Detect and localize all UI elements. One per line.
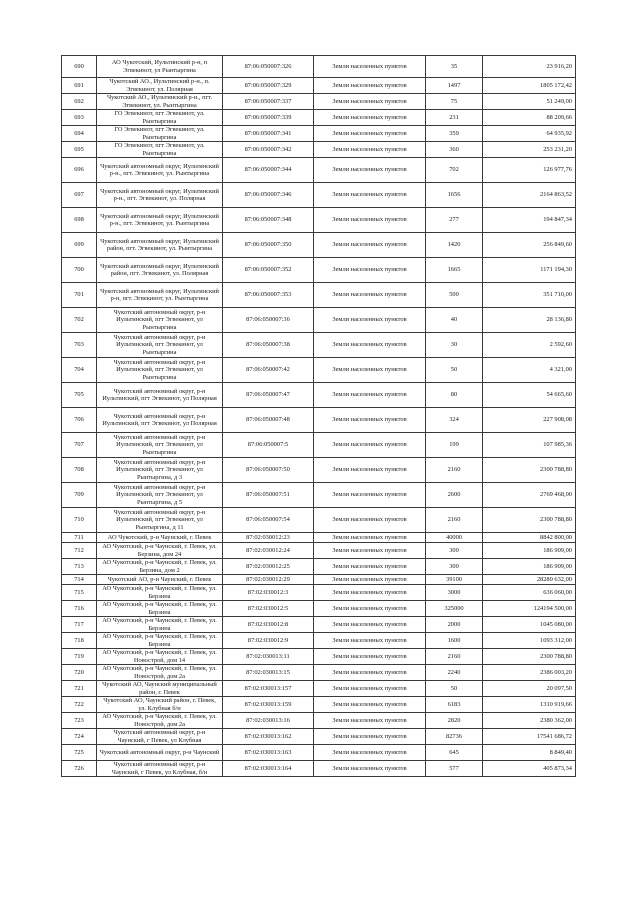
cell-area: 1665: [426, 258, 483, 283]
cell-area: 324: [426, 408, 483, 433]
table-row: [62, 408, 576, 433]
cell-number: 695: [62, 142, 97, 158]
cell-address: Чукотский автономный округ, Иультинский район, пгт. Эгвекинот, ул. Полярная: [97, 258, 223, 283]
cell-land-category: Земли населенных пунктов: [314, 585, 426, 601]
cell-number: 716: [62, 601, 97, 617]
cell-number: 698: [62, 208, 97, 233]
table-row: [62, 183, 576, 208]
cell-area: 1497: [426, 78, 483, 94]
cell-number: 704: [62, 358, 97, 383]
cell-cadastral-number: 87:06:050007:344: [223, 158, 314, 183]
cell-number: 690: [62, 56, 97, 78]
table-row: [62, 543, 576, 559]
cell-land-category: Земли населенных пунктов: [314, 333, 426, 358]
cell-cadastral-number: 87:06:050007:348: [223, 208, 314, 233]
table-row: [62, 617, 576, 633]
cell-number: 726: [62, 761, 97, 777]
cell-address: ГО Эгвекинот, пгт Эгвекинот, ул. Рынтыргина: [97, 110, 223, 126]
cell-cadastral-number: 87:06:050007:51: [223, 483, 314, 508]
cell-address: АО Чукотский, р-н Чаунский, г. Певек, ул. Берзина: [97, 617, 223, 633]
cell-cadastral-value: 28 136,80: [483, 308, 576, 333]
cell-number: 711: [62, 533, 97, 543]
cell-cadastral-value: 8 849,40: [483, 745, 576, 761]
cell-address: Чукотский автономный округ, р-н Иультинский, пгт Эгвекинот, ул Полярная: [97, 408, 223, 433]
cell-cadastral-number: 87:02:030013:164: [223, 761, 314, 777]
cell-number: 725: [62, 745, 97, 761]
cell-number: 721: [62, 681, 97, 697]
cell-area: 2000: [426, 617, 483, 633]
cell-land-category: Земли населенных пунктов: [314, 258, 426, 283]
cell-cadastral-value: 405 873,34: [483, 761, 576, 777]
cell-area: 30: [426, 333, 483, 358]
cell-area: 277: [426, 208, 483, 233]
cell-cadastral-value: 1093 312,00: [483, 633, 576, 649]
cell-number: 715: [62, 585, 97, 601]
cell-number: 719: [62, 649, 97, 665]
cell-cadastral-value: 2 592,60: [483, 333, 576, 358]
cell-land-category: Земли населенных пунктов: [314, 208, 426, 233]
cell-address: Чукотский автономный округ, р-н Иультинский, пгт Эгвекинот, ул Рынтыргина: [97, 433, 223, 458]
table-row: [62, 383, 576, 408]
table-row: [62, 729, 576, 745]
cell-cadastral-number: 87:02:030012:24: [223, 543, 314, 559]
cell-address: Чукотский автономный округ, р-н Иультинский, пгт Эгвекинот, ул Рынтыргина, д 3: [97, 458, 223, 483]
cell-number: 693: [62, 110, 97, 126]
cell-area: 2160: [426, 649, 483, 665]
cell-land-category: Земли населенных пунктов: [314, 559, 426, 575]
cell-cadastral-value: 17541 686,72: [483, 729, 576, 745]
table-row: [62, 761, 576, 777]
cell-land-category: Земли населенных пунктов: [314, 649, 426, 665]
cell-area: 6183: [426, 697, 483, 713]
cell-number: 699: [62, 233, 97, 258]
cell-number: 724: [62, 729, 97, 745]
cell-land-category: Земли населенных пунктов: [314, 183, 426, 208]
table-row: [62, 308, 576, 333]
cell-address: Чукотский автономный округ, р-н Иультинский, пгт Эгвекинот, ул Рынтыргина, д 11: [97, 508, 223, 533]
cell-area: 82736: [426, 729, 483, 745]
table-row: [62, 258, 576, 283]
land-plots-table: [61, 55, 576, 777]
cell-land-category: Земли населенных пунктов: [314, 233, 426, 258]
cell-area: 500: [426, 283, 483, 308]
cell-area: 50: [426, 681, 483, 697]
cell-cadastral-value: 2164 863,52: [483, 183, 576, 208]
cell-address: АО Чукотский, р-н Чаунский, г. Певек, ул. Берзина: [97, 601, 223, 617]
cell-area: 39100: [426, 575, 483, 585]
cell-land-category: Земли населенных пунктов: [314, 761, 426, 777]
cell-number: 712: [62, 543, 97, 559]
cell-address: АО Чукотский, р-н Чаунский, г. Певек, ул. Новострой, дом 14: [97, 649, 223, 665]
cell-address: Чукотский автономный округ, р-н Иультинский, пгт Эгвекинот, ул Рынтыргина, д 5: [97, 483, 223, 508]
cell-area: 300: [426, 543, 483, 559]
table-row: [62, 94, 576, 110]
cell-number: 717: [62, 617, 97, 633]
cell-land-category: Земли населенных пунктов: [314, 142, 426, 158]
cell-land-category: Земли населенных пунктов: [314, 745, 426, 761]
cell-cadastral-value: 1045 080,00: [483, 617, 576, 633]
cell-address: Чукотский автономный округ, Иультинский р-н, пгт. Эгвекинот, ул. Рынтыргина: [97, 283, 223, 308]
cell-cadastral-number: 87:06:050007:337: [223, 94, 314, 110]
table-row: [62, 601, 576, 617]
table-row: [62, 333, 576, 358]
cell-address: Чукотский автономный округ, р-н Иультинский, пгт Эгвекинот, ул Рынтыргина: [97, 358, 223, 383]
table-row: [62, 697, 576, 713]
cell-cadastral-number: 87:06:050007:5: [223, 433, 314, 458]
cell-area: 577: [426, 761, 483, 777]
cell-cadastral-number: 87:06:050007:350: [223, 233, 314, 258]
cell-number: 709: [62, 483, 97, 508]
cell-cadastral-number: 87:02:030012:25: [223, 559, 314, 575]
cell-number: 723: [62, 713, 97, 729]
table-row: [62, 713, 576, 729]
cell-area: 2160: [426, 458, 483, 483]
table-row: [62, 649, 576, 665]
cell-address: Чукотский автономный округ, Иультинский район, пгт. Эгвекинот, ул. Рынтыргина: [97, 233, 223, 258]
cell-address: ГО Эгвекинот, пгт Эгвекинот, ул. Рынтыргина: [97, 142, 223, 158]
cell-address: Чукотский АО, р-н Чаунский, г. Певек: [97, 575, 223, 585]
cell-land-category: Земли населенных пунктов: [314, 283, 426, 308]
cell-cadastral-value: 194 847,34: [483, 208, 576, 233]
cell-number: 708: [62, 458, 97, 483]
cell-cadastral-value: 8842 800,00: [483, 533, 576, 543]
cell-cadastral-number: 87:02:030012:29: [223, 575, 314, 585]
cell-area: 35: [426, 56, 483, 78]
cell-address: Чукотский АО, Чаунский район, г. Певек, ул. Клубная б/н: [97, 697, 223, 713]
cell-cadastral-value: 20 097,50: [483, 681, 576, 697]
cell-land-category: Земли населенных пунктов: [314, 308, 426, 333]
cell-cadastral-value: 2769 468,00: [483, 483, 576, 508]
table-row: [62, 283, 576, 308]
cell-address: АО Чукотский, р-н Чаунский, г. Певек, ул. Новострой, дом 2а: [97, 713, 223, 729]
cell-area: 325000: [426, 601, 483, 617]
cell-cadastral-number: 87:06:050007:346: [223, 183, 314, 208]
cell-land-category: Земли населенных пунктов: [314, 383, 426, 408]
table-row: [62, 158, 576, 183]
cell-land-category: Земли населенных пунктов: [314, 458, 426, 483]
table-row: [62, 78, 576, 94]
table-row: [62, 208, 576, 233]
cell-cadastral-value: 51 249,00: [483, 94, 576, 110]
cell-land-category: Земли населенных пунктов: [314, 56, 426, 78]
cell-cadastral-value: 4 321,00: [483, 358, 576, 383]
cell-area: 199: [426, 433, 483, 458]
cell-cadastral-value: 186 909,00: [483, 559, 576, 575]
cell-number: 696: [62, 158, 97, 183]
cell-cadastral-number: 87:02:030013:11: [223, 649, 314, 665]
table-row: [62, 126, 576, 142]
cell-land-category: Земли населенных пунктов: [314, 508, 426, 533]
cell-land-category: Земли населенных пунктов: [314, 601, 426, 617]
table-body: [62, 56, 576, 777]
cell-cadastral-value: 107 985,36: [483, 433, 576, 458]
cell-address: Чукотский автономный округ, р-н Чаунский, г Певек, ул Клубная: [97, 729, 223, 745]
cell-address: Чукотский АО, Чаунский муниципальный район, г. Певек: [97, 681, 223, 697]
cell-number: 694: [62, 126, 97, 142]
cell-address: Чукотский автономный округ, Иультинский р-н., пгт. Эгвекинот, ул. Рынтыргина: [97, 208, 223, 233]
cell-land-category: Земли населенных пунктов: [314, 665, 426, 681]
cell-number: 707: [62, 433, 97, 458]
cell-area: 1600: [426, 633, 483, 649]
cell-address: АО Чукотский, р-н Чаунский, г. Певек: [97, 533, 223, 543]
table-row: [62, 585, 576, 601]
cell-cadastral-value: 54 665,60: [483, 383, 576, 408]
cell-number: 691: [62, 78, 97, 94]
cell-cadastral-number: 87:02:030013:16: [223, 713, 314, 729]
cell-number: 710: [62, 508, 97, 533]
cell-area: 359: [426, 126, 483, 142]
cell-address: Чукотский автономный округ, р-н Иультинский, пгт Эгвекинот, ул Рынтыргина: [97, 333, 223, 358]
cell-land-category: Земли населенных пунктов: [314, 483, 426, 508]
cell-area: 2600: [426, 483, 483, 508]
cell-number: 713: [62, 559, 97, 575]
cell-address: Чукотский АО., Иультинский р-н., пгт. Эгвекинот, ул. Рынтыргина: [97, 94, 223, 110]
cell-number: 700: [62, 258, 97, 283]
cell-address: АО Чукотский, р-н Чаунский, г. Певек, ул. Берзина, дом 24: [97, 543, 223, 559]
table-row: [62, 681, 576, 697]
cell-cadastral-value: 253 231,20: [483, 142, 576, 158]
cell-area: 1420: [426, 233, 483, 258]
cell-number: 722: [62, 697, 97, 713]
table-row: [62, 358, 576, 383]
table-row: [62, 575, 576, 585]
cell-address: Чукотский автономный округ, Иультинский р-н., пгт. Эгвекинот, ул. Рынтыргина: [97, 158, 223, 183]
cell-cadastral-value: 1805 172,42: [483, 78, 576, 94]
cell-address: Чукотский автономный округ, р-н Чаунский, г Певек, ул Клубная, б/н: [97, 761, 223, 777]
cell-address: АО Чукотский, Иультинский р-н, п Эгвекинот, ул Рынтыргина: [97, 56, 223, 78]
cell-cadastral-value: 256 849,60: [483, 233, 576, 258]
cell-number: 718: [62, 633, 97, 649]
cell-address: Чукотский автономный округ, р-н Иультинский, пгт Эгвекинот, ул Рынтыргина: [97, 308, 223, 333]
cell-cadastral-value: 2300 788,80: [483, 508, 576, 533]
cell-land-category: Земли населенных пунктов: [314, 617, 426, 633]
cell-land-category: Земли населенных пунктов: [314, 533, 426, 543]
cell-address: Чукотский автономный округ, р-н Чаунский: [97, 745, 223, 761]
cell-cadastral-value: 636 060,00: [483, 585, 576, 601]
cell-address: Чукотский АО., Иультинский р-н., п. Эгвекинот, ул. Полярная: [97, 78, 223, 94]
cell-area: 2240: [426, 665, 483, 681]
cell-address: АО Чукотский, р-н Чаунский, г. Певек, ул. Берзина: [97, 585, 223, 601]
cell-cadastral-number: 87:02:030012:9: [223, 633, 314, 649]
cell-cadastral-number: 87:06:050007:352: [223, 258, 314, 283]
table-row: [62, 110, 576, 126]
cell-cadastral-number: 87:06:050007:36: [223, 308, 314, 333]
table-row: [62, 559, 576, 575]
cell-cadastral-number: 87:06:050007:47: [223, 383, 314, 408]
cell-land-category: Земли населенных пунктов: [314, 633, 426, 649]
table-row: [62, 142, 576, 158]
cell-cadastral-value: 1310 919,66: [483, 697, 576, 713]
cell-number: 692: [62, 94, 97, 110]
cell-land-category: Земли населенных пунктов: [314, 543, 426, 559]
cell-address: Чукотский автономный округ, р-н Иультинский, пгт Эгвекинот, ул Полярная: [97, 383, 223, 408]
cell-cadastral-number: 87:02:030012:23: [223, 533, 314, 543]
cell-cadastral-number: 87:06:050007:48: [223, 408, 314, 433]
table-row: [62, 458, 576, 483]
cell-area: 231: [426, 110, 483, 126]
cell-number: 701: [62, 283, 97, 308]
cell-cadastral-value: 2380 362,00: [483, 713, 576, 729]
cell-cadastral-value: 64 935,92: [483, 126, 576, 142]
cell-area: 1656: [426, 183, 483, 208]
cell-number: 720: [62, 665, 97, 681]
cell-cadastral-number: 87:02:030012:8: [223, 617, 314, 633]
cell-cadastral-value: 28280 632,00: [483, 575, 576, 585]
cell-cadastral-number: 87:06:050007:38: [223, 333, 314, 358]
cell-cadastral-value: 351 710,00: [483, 283, 576, 308]
cell-address: АО Чукотский, р-н Чаунский, г. Певек, ул. Берзина, дом 2: [97, 559, 223, 575]
cell-land-category: Земли населенных пунктов: [314, 78, 426, 94]
cell-cadastral-value: 186 909,00: [483, 543, 576, 559]
cell-number: 703: [62, 333, 97, 358]
cell-cadastral-number: 87:06:050007:50: [223, 458, 314, 483]
cell-land-category: Земли населенных пунктов: [314, 433, 426, 458]
cell-cadastral-number: 87:06:050007:54: [223, 508, 314, 533]
cell-cadastral-number: 87:02:030013:163: [223, 745, 314, 761]
cell-address: АО Чукотский, р-н Чаунский, г. Певек, ул. Берзина: [97, 633, 223, 649]
cell-area: 2820: [426, 713, 483, 729]
cell-area: 40: [426, 308, 483, 333]
cell-area: 360: [426, 142, 483, 158]
cell-land-category: Земли населенных пунктов: [314, 713, 426, 729]
cell-land-category: Земли населенных пунктов: [314, 358, 426, 383]
cell-number: 706: [62, 408, 97, 433]
cell-land-category: Земли населенных пунктов: [314, 729, 426, 745]
cell-land-category: Земли населенных пунктов: [314, 126, 426, 142]
cell-land-category: Земли населенных пунктов: [314, 697, 426, 713]
cell-number: 697: [62, 183, 97, 208]
table-row: [62, 56, 576, 78]
table-row: [62, 665, 576, 681]
cell-area: 40000: [426, 533, 483, 543]
cell-number: 714: [62, 575, 97, 585]
cell-cadastral-value: 2386 003,20: [483, 665, 576, 681]
cell-land-category: Земли населенных пунктов: [314, 681, 426, 697]
table-row: [62, 533, 576, 543]
cell-cadastral-number: 87:02:030012:5: [223, 601, 314, 617]
cell-area: 80: [426, 383, 483, 408]
cell-area: 75: [426, 94, 483, 110]
cell-area: 645: [426, 745, 483, 761]
cell-cadastral-number: 87:02:030012:3: [223, 585, 314, 601]
cell-address: ГО Эгвекинот, пгт Эгвекинот, ул. Рынтыргина: [97, 126, 223, 142]
cell-cadastral-value: 23 916,20: [483, 56, 576, 78]
table-row: [62, 745, 576, 761]
cell-land-category: Земли населенных пунктов: [314, 94, 426, 110]
cell-number: 705: [62, 383, 97, 408]
cell-cadastral-value: 2300 788,80: [483, 649, 576, 665]
table-row: [62, 633, 576, 649]
cell-cadastral-value: 124194 500,00: [483, 601, 576, 617]
cell-cadastral-number: 87:06:050007:329: [223, 78, 314, 94]
cell-cadastral-number: 87:02:030013:159: [223, 697, 314, 713]
cell-cadastral-number: 87:02:030013:157: [223, 681, 314, 697]
cell-cadastral-number: 87:06:050007:342: [223, 142, 314, 158]
table-row: [62, 233, 576, 258]
cell-cadastral-number: 87:06:050007:42: [223, 358, 314, 383]
cell-cadastral-number: 87:06:050007:341: [223, 126, 314, 142]
cell-area: 3000: [426, 585, 483, 601]
cell-cadastral-value: 1171 194,30: [483, 258, 576, 283]
cell-address: АО Чукотский, р-н Чаунский, г. Певек, ул. Новострой, дом 2а: [97, 665, 223, 681]
cell-address: Чукотский автономный округ, Иультинский р-н., пгт. Эгвекинот, ул. Полярная: [97, 183, 223, 208]
cell-cadastral-number: 87:06:050007:326: [223, 56, 314, 78]
table-row: [62, 508, 576, 533]
cell-cadastral-number: 87:06:050007:339: [223, 110, 314, 126]
cell-land-category: Земли населенных пунктов: [314, 158, 426, 183]
cell-land-category: Земли населенных пунктов: [314, 110, 426, 126]
cell-cadastral-value: 227 908,08: [483, 408, 576, 433]
cell-land-category: Земли населенных пунктов: [314, 408, 426, 433]
cell-cadastral-value: 2300 788,80: [483, 458, 576, 483]
cell-area: 702: [426, 158, 483, 183]
table-row: [62, 483, 576, 508]
cell-area: 2160: [426, 508, 483, 533]
cell-cadastral-number: 87:02:030013:15: [223, 665, 314, 681]
cell-area: 50: [426, 358, 483, 383]
table-row: [62, 433, 576, 458]
cell-number: 702: [62, 308, 97, 333]
cell-cadastral-value: 88 209,66: [483, 110, 576, 126]
cell-cadastral-number: 87:02:030013:162: [223, 729, 314, 745]
cell-cadastral-value: 126 977,76: [483, 158, 576, 183]
cell-cadastral-number: 87:06:050007:353: [223, 283, 314, 308]
cell-area: 300: [426, 559, 483, 575]
cell-land-category: Земли населенных пунктов: [314, 575, 426, 585]
